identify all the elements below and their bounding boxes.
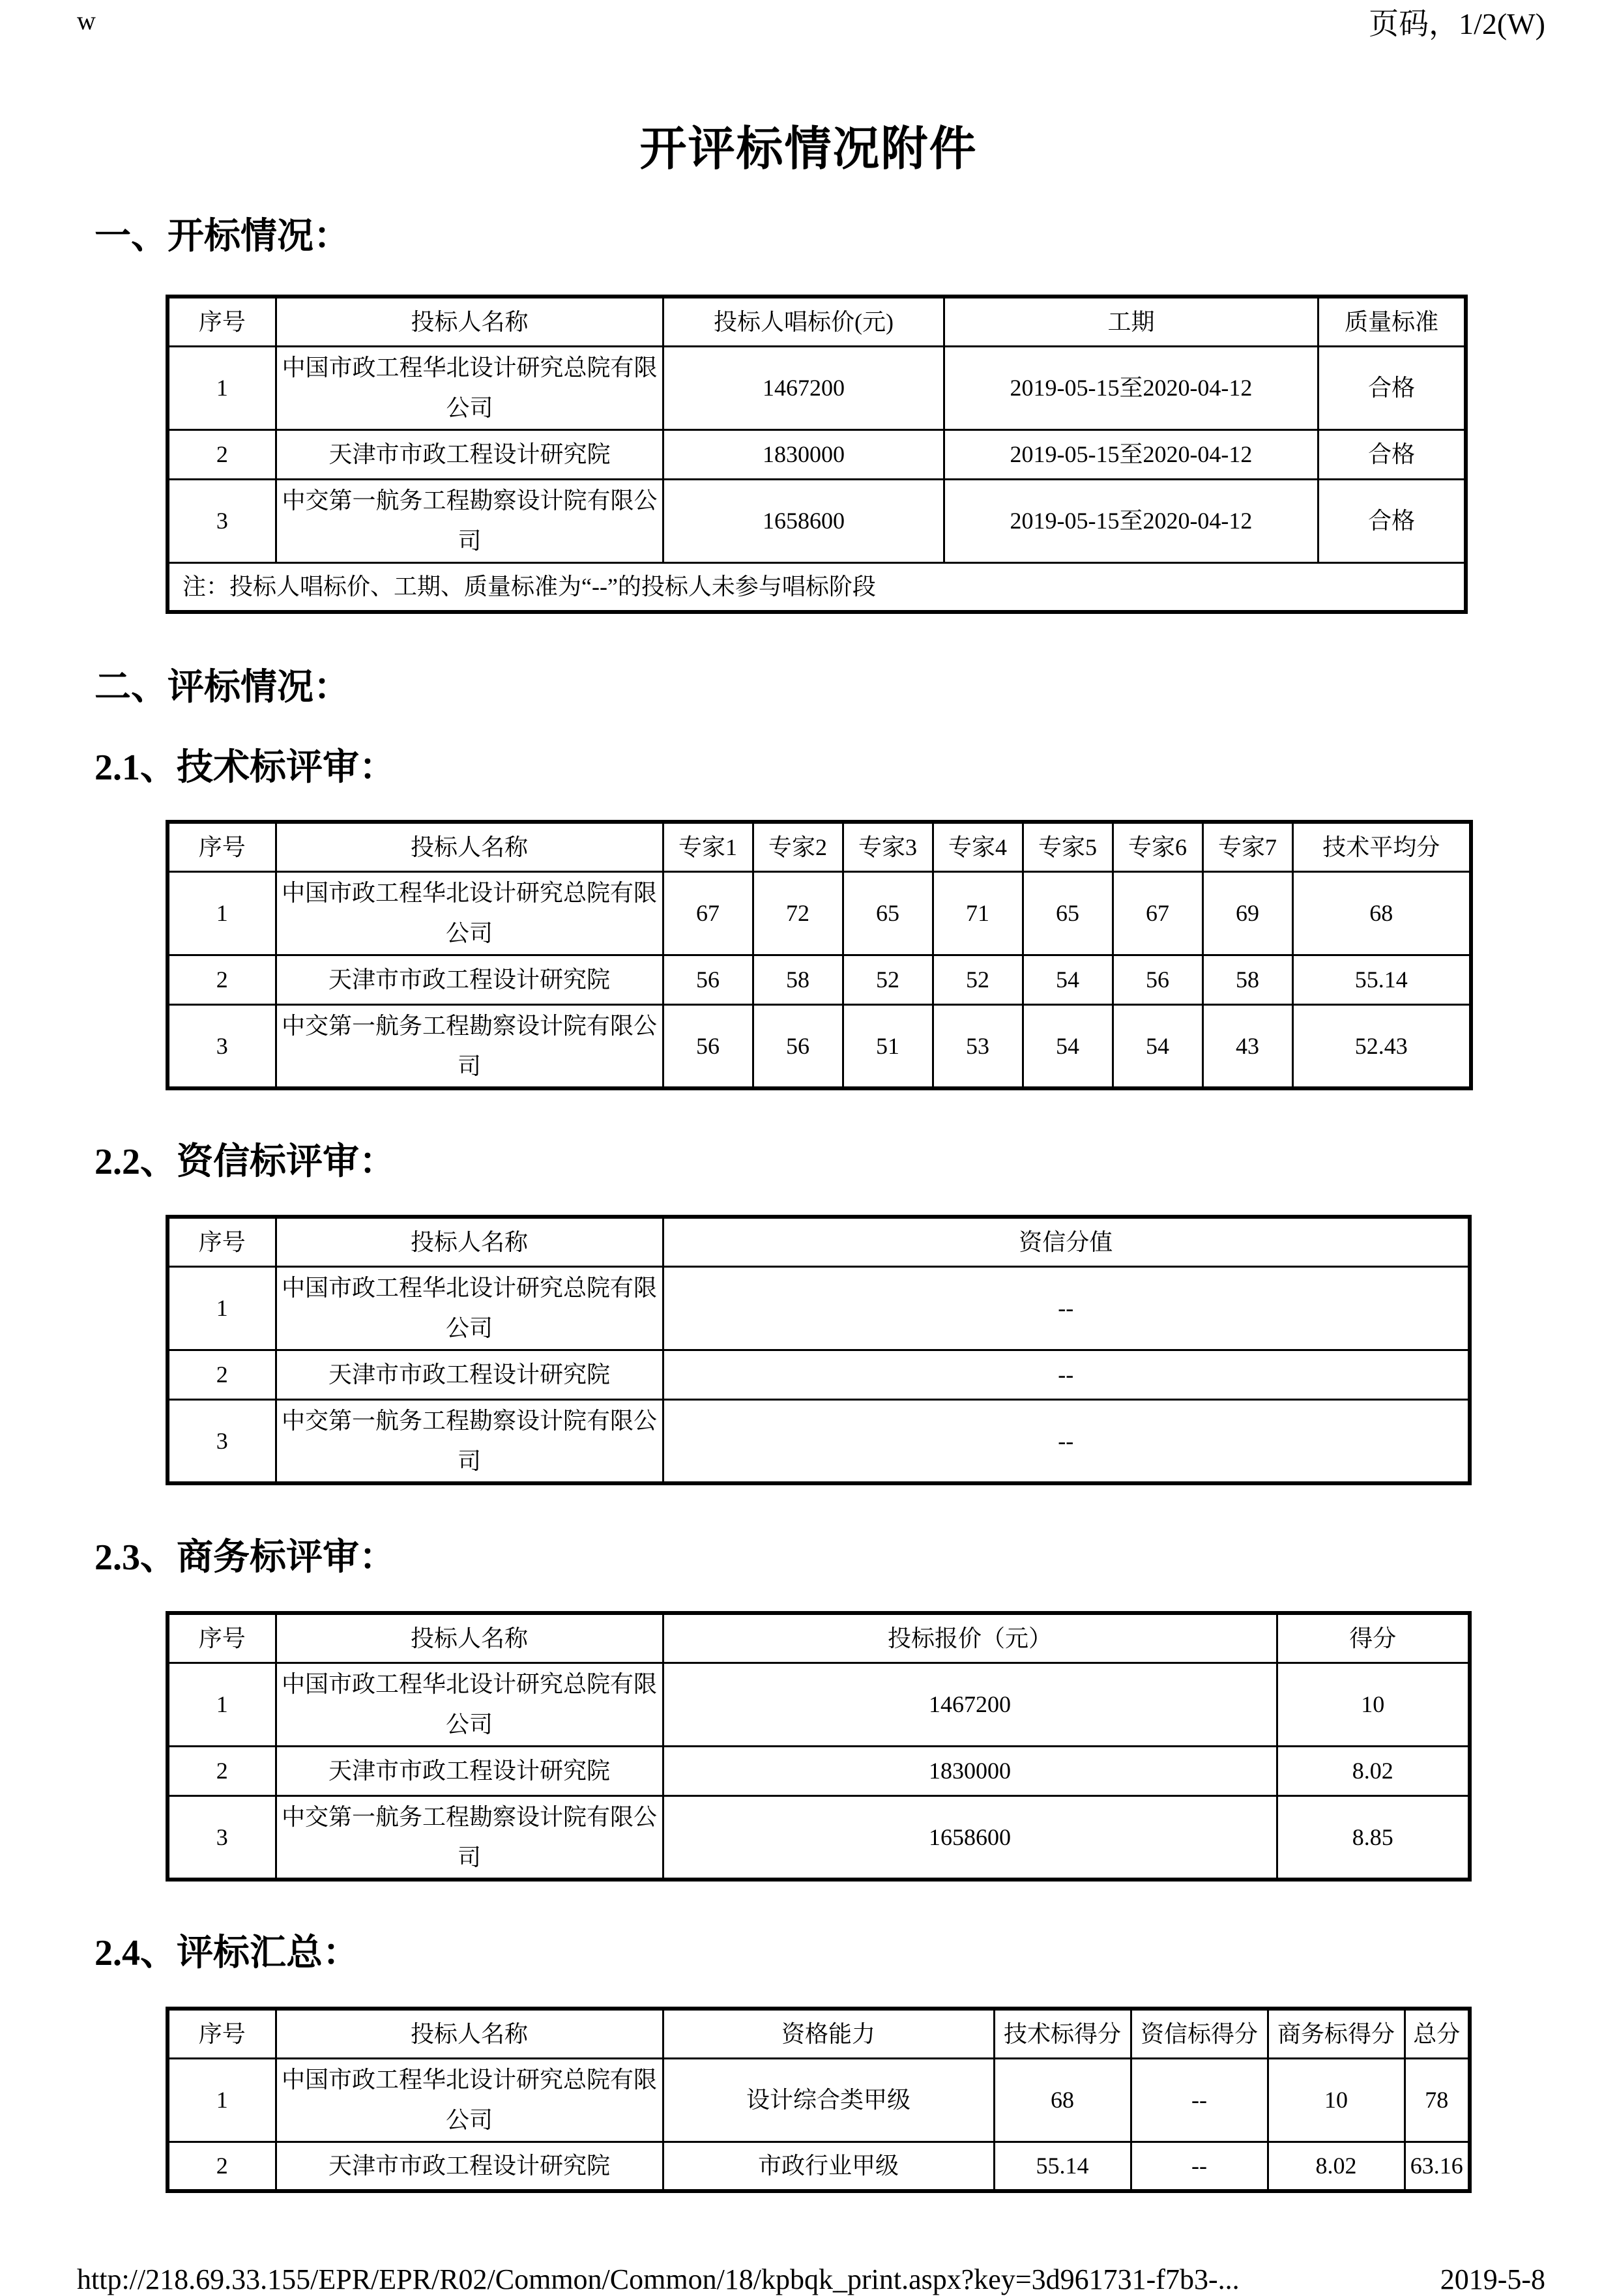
table-cell: 68 [994, 2058, 1131, 2142]
table-cell: 天津市市政工程设计研究院 [276, 1350, 663, 1399]
table-cell: 56 [663, 1004, 753, 1088]
table-row [168, 479, 1466, 562]
table-cell: 65 [843, 871, 933, 955]
section-opening-heading: 一、开标情况： [95, 216, 350, 257]
table-cell: 中交第一航务工程勘察设计院有限公司 [276, 479, 663, 562]
table-cell: 54 [1113, 1004, 1202, 1088]
table-cell: 中交第一航务工程勘察设计院有限公司 [276, 1795, 663, 1880]
table-cell: -- [663, 1350, 1470, 1399]
column-header: 专家5 [1023, 822, 1113, 871]
column-header: 商务标得分 [1268, 2009, 1405, 2058]
table-header-row [168, 1217, 1470, 1266]
table-cell: 58 [753, 955, 843, 1004]
table-cell: 55.14 [1292, 955, 1471, 1004]
table-cell: 51 [843, 1004, 933, 1088]
column-header: 专家7 [1202, 822, 1292, 871]
table-row [168, 2058, 1470, 2142]
table-row [168, 1795, 1470, 1880]
table-cell: 1658600 [663, 479, 944, 562]
table-cell: 1467200 [663, 1663, 1277, 1746]
table-cell: 3 [168, 1004, 276, 1088]
table-cell: 天津市市政工程设计研究院 [276, 1746, 663, 1795]
column-header: 技术平均分 [1292, 822, 1471, 871]
table-cell: 1830000 [663, 429, 944, 479]
table-row [168, 2142, 1470, 2191]
table-cell: 56 [753, 1004, 843, 1088]
table-cell: 68 [1292, 871, 1471, 955]
header-left-mark: w [77, 6, 96, 35]
table-cell: 52 [843, 955, 933, 1004]
credit-table-body [168, 1217, 1470, 1483]
table-cell: 设计综合类甲级 [663, 2058, 994, 2142]
column-header: 专家2 [753, 822, 843, 871]
table-cell: 中国市政工程华北设计研究总院有限公司 [276, 346, 663, 429]
table-row [168, 346, 1466, 429]
table-cell: 71 [933, 871, 1023, 955]
column-header: 序号 [168, 297, 276, 346]
column-header: 序号 [168, 822, 276, 871]
table-note-row [168, 562, 1466, 612]
commercial-table [166, 1611, 1472, 1882]
table-row [168, 871, 1471, 955]
table-cell: 3 [168, 1795, 276, 1880]
section-commercial-heading: 2.3、商务标评审： [95, 1537, 396, 1578]
table-cell: 69 [1202, 871, 1292, 955]
table-row [168, 1399, 1470, 1483]
table-row [168, 1350, 1470, 1399]
table-cell: 天津市市政工程设计研究院 [276, 429, 663, 479]
summary-table [166, 2007, 1472, 2193]
section-summary-heading: 2.4、评标汇总： [95, 1933, 359, 1973]
credit-table [166, 1215, 1472, 1485]
table-cell: 1658600 [663, 1795, 1277, 1880]
summary-table-body [168, 2009, 1470, 2191]
table-row [168, 429, 1466, 479]
table-cell: 67 [663, 871, 753, 955]
table-cell: 55.14 [994, 2142, 1131, 2191]
table-cell: 1467200 [663, 346, 944, 429]
column-header: 投标人名称 [276, 2009, 663, 2058]
opening-table-body [168, 297, 1466, 612]
table-cell: -- [663, 1266, 1470, 1350]
table-cell: 10 [1268, 2058, 1405, 2142]
column-header: 序号 [168, 1217, 276, 1266]
section-evaluation-heading: 二、评标情况： [95, 667, 350, 708]
section-credit-heading: 2.2、资信标评审： [95, 1142, 396, 1182]
table-cell: 56 [663, 955, 753, 1004]
table-cell: 63.16 [1405, 2142, 1470, 2191]
table-cell: 8.85 [1277, 1795, 1470, 1880]
column-header: 投标人名称 [276, 297, 663, 346]
table-cell: 78 [1405, 2058, 1470, 2142]
opening-table [166, 295, 1468, 614]
technical-table-body [168, 822, 1471, 1088]
column-header: 总分 [1405, 2009, 1470, 2058]
table-cell: 58 [1202, 955, 1292, 1004]
column-header: 序号 [168, 2009, 276, 2058]
column-header: 专家4 [933, 822, 1023, 871]
table-cell: 2 [168, 2142, 276, 2191]
table-cell: 2 [168, 955, 276, 1004]
table-cell: 54 [1023, 955, 1113, 1004]
table-header-row [168, 297, 1466, 346]
technical-table [166, 820, 1473, 1090]
table-cell: 中国市政工程华北设计研究总院有限公司 [276, 1266, 663, 1350]
table-cell: 2 [168, 1746, 276, 1795]
table-cell: 合格 [1318, 429, 1466, 479]
table-cell: 10 [1277, 1663, 1470, 1746]
table-cell: 67 [1113, 871, 1202, 955]
table-cell: 8.02 [1277, 1746, 1470, 1795]
table-header-row [168, 822, 1471, 871]
table-cell: 43 [1202, 1004, 1292, 1088]
table-cell: 中国市政工程华北设计研究总院有限公司 [276, 2058, 663, 2142]
page-number: 页码，1/2(W) [1369, 7, 1545, 40]
table-cell: 52 [933, 955, 1023, 1004]
table-cell: 52.43 [1292, 1004, 1471, 1088]
table-cell: -- [1131, 2058, 1268, 2142]
table-cell: 1 [168, 346, 276, 429]
table-header-row [168, 2009, 1470, 2058]
column-header: 投标报价（元） [663, 1613, 1277, 1663]
column-header: 得分 [1277, 1613, 1470, 1663]
table-cell: 56 [1113, 955, 1202, 1004]
table-header-row [168, 1613, 1470, 1663]
table-cell: 54 [1023, 1004, 1113, 1088]
page-title: 开评标情况附件 [639, 123, 978, 175]
table-cell: 2 [168, 429, 276, 479]
column-header: 投标人名称 [276, 1613, 663, 1663]
column-header: 资格能力 [663, 2009, 994, 2058]
table-cell: 合格 [1318, 479, 1466, 562]
column-header: 技术标得分 [994, 2009, 1131, 2058]
table-cell: 1830000 [663, 1746, 1277, 1795]
column-header: 资信标得分 [1131, 2009, 1268, 2058]
column-header: 投标人名称 [276, 822, 663, 871]
table-cell: -- [663, 1399, 1470, 1483]
table-row [168, 1663, 1470, 1746]
column-header: 质量标准 [1318, 297, 1466, 346]
column-header: 专家1 [663, 822, 753, 871]
table-cell: 天津市市政工程设计研究院 [276, 2142, 663, 2191]
table-cell: 1 [168, 1663, 276, 1746]
table-cell: 中交第一航务工程勘察设计院有限公司 [276, 1399, 663, 1483]
table-cell: 市政行业甲级 [663, 2142, 994, 2191]
table-cell: 2 [168, 1350, 276, 1399]
table-cell: 65 [1023, 871, 1113, 955]
column-header: 专家3 [843, 822, 933, 871]
table-cell: 1 [168, 1266, 276, 1350]
table-cell: 72 [753, 871, 843, 955]
table-cell: 3 [168, 479, 276, 562]
table-cell: 8.02 [1268, 2142, 1405, 2191]
table-cell: 中国市政工程华北设计研究总院有限公司 [276, 1663, 663, 1746]
table-cell: 中交第一航务工程勘察设计院有限公司 [276, 1004, 663, 1088]
table-cell: 中国市政工程华北设计研究总院有限公司 [276, 871, 663, 955]
section-technical-heading: 2.1、技术标评审： [95, 748, 396, 788]
table-row [168, 1266, 1470, 1350]
table-row [168, 955, 1471, 1004]
column-header: 资信分值 [663, 1217, 1470, 1266]
table-row [168, 1004, 1471, 1088]
table-cell: 合格 [1318, 346, 1466, 429]
footer-url: http://218.69.33.155/EPR/EPR/R02/Common/Common/18/kpbqk_print.aspx?key=3d961731-f7b3-... [77, 2263, 1240, 2295]
table-cell: -- [1131, 2142, 1268, 2191]
commercial-table-body [168, 1613, 1470, 1880]
table-cell: 2019-05-15至2020-04-12 [944, 346, 1318, 429]
column-header: 投标人名称 [276, 1217, 663, 1266]
table-cell: 3 [168, 1399, 276, 1483]
table-note: 注：投标人唱标价、工期、质量标准为“--”的投标人未参与唱标阶段 [168, 562, 1466, 612]
footer-date: 2019-5-8 [1440, 2263, 1545, 2295]
column-header: 专家6 [1113, 822, 1202, 871]
table-cell: 1 [168, 871, 276, 955]
table-cell: 53 [933, 1004, 1023, 1088]
column-header: 投标人唱标价(元) [663, 297, 944, 346]
table-cell: 天津市市政工程设计研究院 [276, 955, 663, 1004]
table-cell: 2019-05-15至2020-04-12 [944, 479, 1318, 562]
column-header: 工期 [944, 297, 1318, 346]
table-cell: 1 [168, 2058, 276, 2142]
column-header: 序号 [168, 1613, 276, 1663]
table-row [168, 1746, 1470, 1795]
table-cell: 2019-05-15至2020-04-12 [944, 429, 1318, 479]
